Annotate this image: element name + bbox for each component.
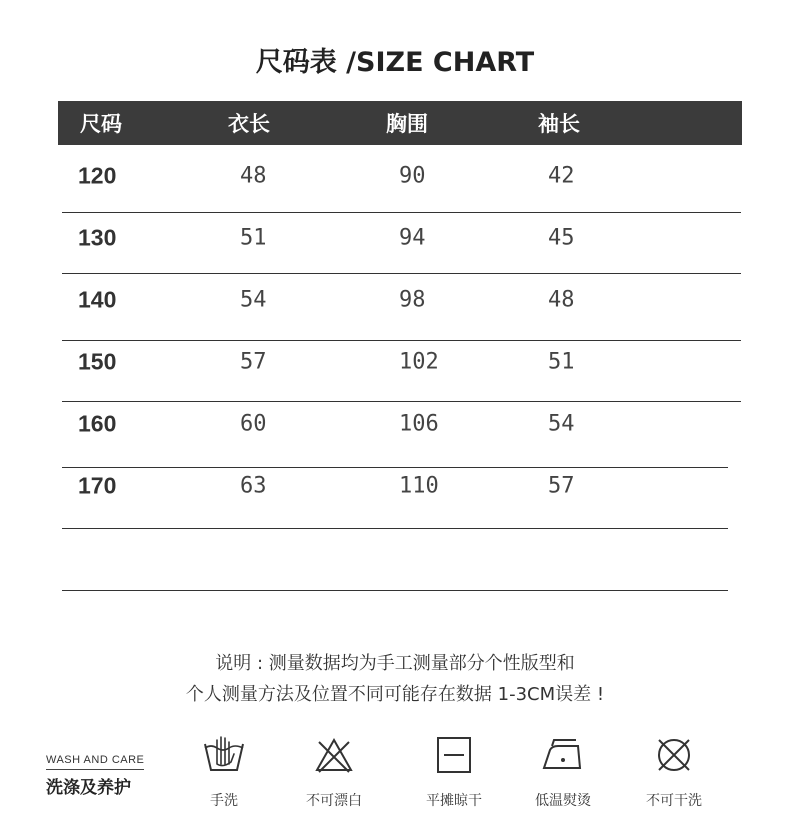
care-item-no-dry-clean [624,734,724,810]
cell-length: 57 [240,349,267,375]
table-row [58,393,742,455]
row-divider [62,467,728,468]
header-size: 尺码 [80,112,122,136]
wash-care-title [46,754,144,798]
cell-length: 54 [240,287,267,313]
hand-wash-icon [201,734,247,776]
care-label: 低温熨烫 [535,793,591,809]
table-row [58,207,742,269]
care-label: 平摊晾干 [426,793,482,809]
cell-length: 48 [240,163,267,189]
care-item-no-bleach [284,734,384,810]
cell-sleeve: 48 [548,287,575,313]
table-row [58,269,742,331]
care-item-flat-dry [404,734,504,810]
cell-size: 160 [78,410,117,437]
row-divider [62,212,741,213]
cell-length: 60 [240,411,267,437]
cell-chest: 106 [399,411,439,437]
care-item-hand-wash [174,734,274,810]
care-label: 手洗 [210,793,238,809]
wash-title-cn: 洗涤及养护 [46,778,131,798]
cell-chest: 110 [399,473,439,499]
header-length: 衣长 [228,112,270,136]
table-row [58,455,742,517]
cell-size: 130 [78,224,117,251]
row-divider [62,528,728,529]
cell-sleeve: 45 [548,225,575,251]
page-title: 尺码表 /SIZE CHART [255,47,535,78]
cell-sleeve: 54 [548,411,575,437]
note-line-1: 说明 : 测量数据均为手工测量部分个性版型和 [215,653,575,674]
row-divider [62,273,741,274]
table-row [58,145,742,207]
note-line-2: 个人测量方法及位置不同可能存在数据 1-3CM误差 ! [185,684,605,705]
cell-length: 51 [240,225,267,251]
low-iron-icon [540,734,586,776]
cell-chest: 102 [399,349,439,375]
cell-size: 120 [78,162,117,189]
cell-size: 150 [78,348,117,375]
cell-length: 63 [240,473,267,499]
no-dry-clean-icon [651,734,697,776]
cell-sleeve: 57 [548,473,575,499]
cell-size: 170 [78,472,117,499]
cell-sleeve: 42 [548,163,575,189]
care-item-low-iron [513,734,613,810]
header-chest: 胸围 [386,112,428,136]
wash-title-en: WASH AND CARE [46,754,144,770]
cell-size: 140 [78,286,117,313]
row-divider [62,590,728,591]
cell-chest: 90 [399,163,426,189]
care-label: 不可漂白 [306,793,362,809]
size-table [58,101,742,517]
cell-chest: 98 [399,287,426,313]
cell-sleeve: 51 [548,349,575,375]
no-bleach-icon [311,734,357,776]
row-divider [62,401,741,402]
care-label: 不可干洗 [646,793,702,809]
flat-dry-icon [431,734,477,776]
table-header [58,101,742,145]
row-divider [62,340,741,341]
header-sleeve: 袖长 [538,112,580,136]
cell-chest: 94 [399,225,426,251]
